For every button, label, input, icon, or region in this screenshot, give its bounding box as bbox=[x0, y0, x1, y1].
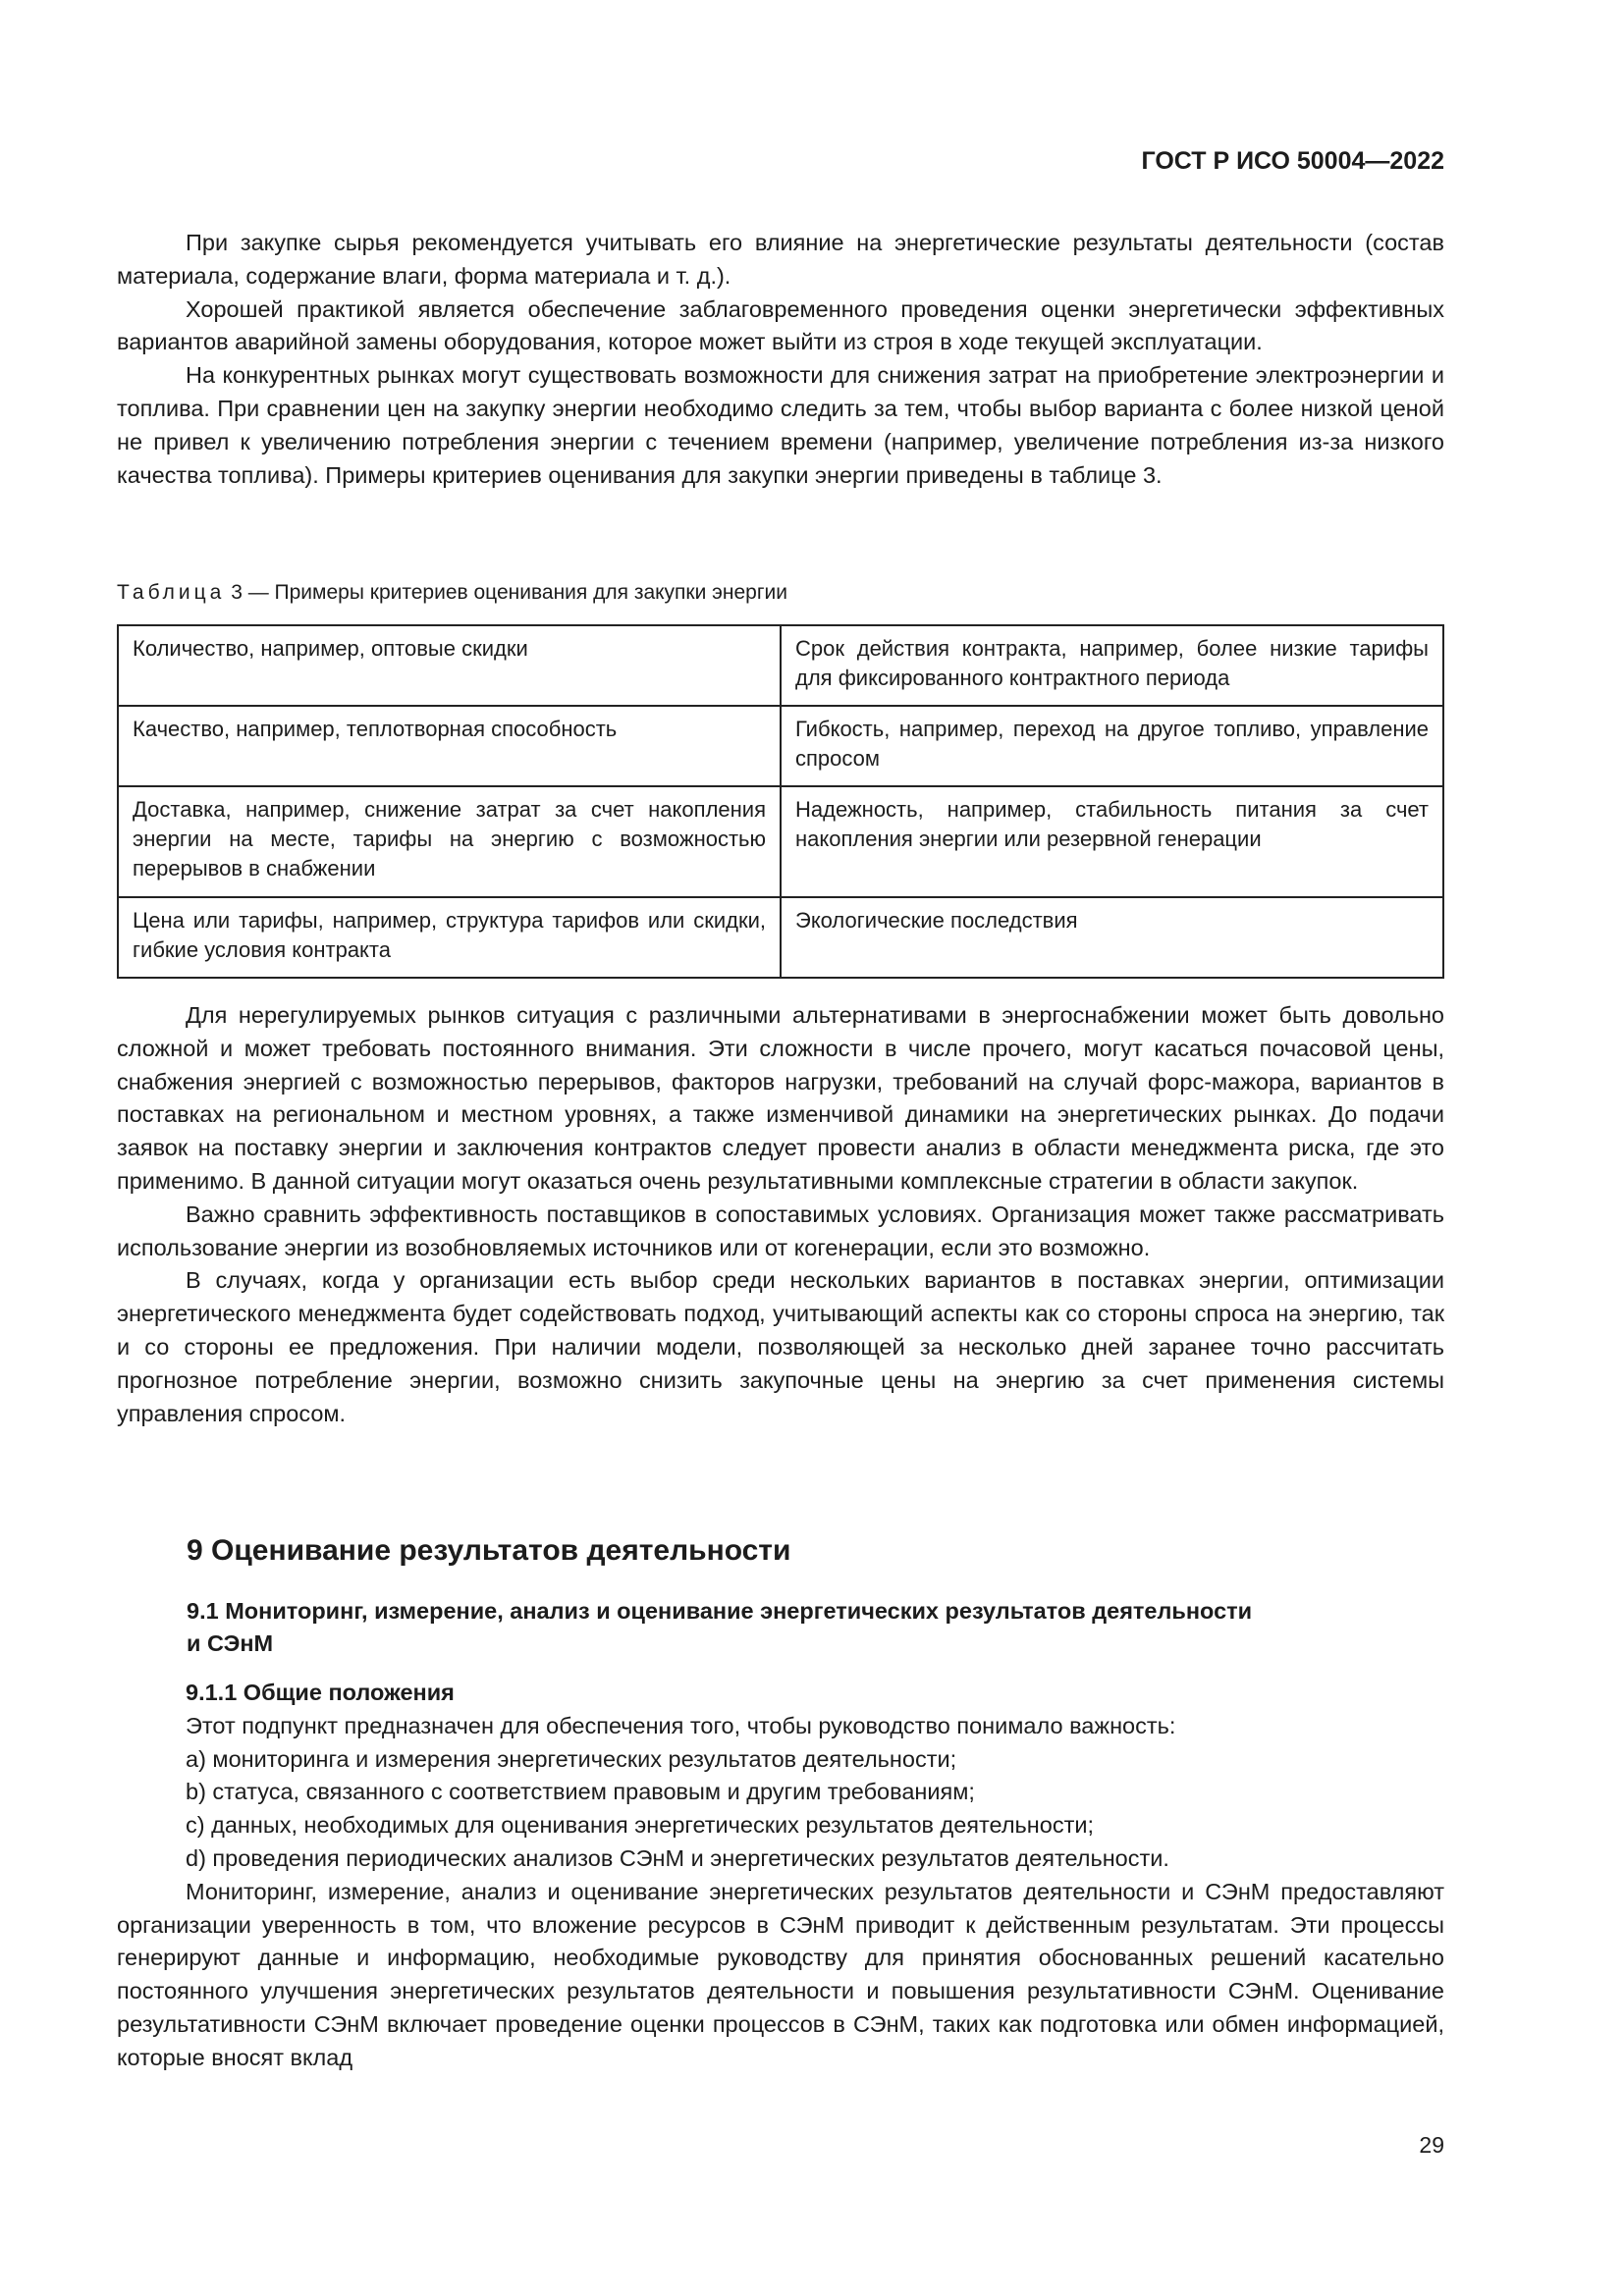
paragraph: При закупке сырья рекомендуется учитывать его влияние на энергетические результаты деятельности (состав материала, содержание влаги, форма материала и т. д.). bbox=[117, 230, 1444, 289]
table-caption-label: Таблица bbox=[117, 581, 226, 604]
table-cell: Гибкость, например, переход на другое топливо, управление спросом bbox=[781, 706, 1443, 786]
paragraph: В случаях, когда у организации есть выбор среди нескольких вариантов в поставках энергии, оптимизации энергетического менеджмента будет содействовать подход, учитывающий аспекты как со стороны спроса на энергию, так и со стороны ее предложения. При наличии модели, позволяющей за несколько дней заранее точно рассчитать прогнозное потребление энергии, возможно снизить закупочные цены на энергию за счет применения системы управления спросом. bbox=[117, 1267, 1444, 1426]
subsection-heading: 9.1 Мониторинг, измерение, анализ и оценивание энергетических результатов деятельности и СЭнМ bbox=[187, 1598, 1253, 1656]
list-item: b) статуса, связанного с соответствием правовым и другим требованиям; bbox=[186, 1779, 975, 1805]
list-item: d) проведения периодических анализов СЭнМ и энергетических результатов деятельности. bbox=[186, 1844, 1169, 1871]
middle-text bbox=[117, 999, 1444, 1430]
document-id-header: ГОСТ Р ИСО 50004—2022 bbox=[1141, 147, 1444, 175]
table-cell: Срок действия контракта, например, более низкие тарифы для фиксированного контрактного периода bbox=[781, 625, 1443, 706]
table-cell: Цена или тарифы, например, структура тарифов или скидки, гибкие условия контракта bbox=[118, 897, 781, 978]
list-item: c) данных, необходимых для оценивания энергетических результатов деятельности; bbox=[186, 1812, 1094, 1839]
table-caption-text: 3 — Примеры критериев оценивания для закупки энергии bbox=[231, 581, 787, 604]
paragraph: Хорошей практикой является обеспечение заблаговременного проведения оценки энергетически эффективных вариантов аварийной замены оборудования, которое может выйти из строя в ходе текущей эксплуатации. bbox=[117, 295, 1444, 355]
paragraph: Мониторинг, измерение, анализ и оценивание энергетических результатов деятельности и СЭнМ предоставляют организации уверенность в том, что вложение ресурсов в СЭнМ приводит к действенным результатам. Эти процессы генерируют данные и информацию, необходимые руководству для принятия обоснованных решений касательно постоянного улучшения энергетических результатов деятельности и повышения результативности СЭнМ. Оценивание результативности СЭнМ включает проведение оценки процессов в СЭнМ, таких как подготовка или обмен информацией, которые вносят вклад bbox=[117, 1878, 1444, 2070]
table-cell: Экологические последствия bbox=[781, 897, 1443, 978]
subsubsection-heading: 9.1.1 Общие положения bbox=[186, 1680, 455, 1705]
table-row bbox=[118, 625, 1443, 706]
paragraph: Этот подпункт предназначен для обеспечения того, чтобы руководство понимало важность: bbox=[186, 1712, 1176, 1738]
table-cell: Качество, например, теплотворная способность bbox=[118, 706, 781, 786]
table-cell: Надежность, например, стабильность питания за счет накопления энергии или резервной генерации bbox=[781, 786, 1443, 897]
section-heading: 9 Оценивание результатов деятельности bbox=[187, 1534, 791, 1567]
table-cell: Количество, например, оптовые скидки bbox=[118, 625, 781, 706]
table-row bbox=[118, 706, 1443, 786]
criteria-table bbox=[117, 624, 1444, 979]
paragraph: Для нерегулируемых рынков ситуация с различными альтернативами в энергоснабжении может быть довольно сложной и может требовать постоянного внимания. Эти сложности в числе прочего, могут касаться почасовой цены, снабжения энергией с возможностью перерывов, факторов нагрузки, требований на случай форс-мажора, вариантов в поставках на региональном и местном уровнях, а также изменчивой динамики на энергетических рынках. До подачи заявок на поставку энергии и заключения контрактов следует провести анализ в области менеджмента риска, где это применимо. В данной ситуации могут оказаться очень результативными комплексные стратегии в области закупок. bbox=[117, 1002, 1444, 1194]
table-row bbox=[118, 897, 1443, 978]
paragraph: Важно сравнить эффективность поставщиков в сопоставимых условиях. Организация может также рассматривать использование энергии из возобновляемых источников или от когенерации, если это возможно. bbox=[117, 1201, 1444, 1260]
paragraph: На конкурентных рынках могут существовать возможности для снижения затрат на приобретение электроэнергии и топлива. При сравнении цен на закупку энергии необходимо следить за тем, чтобы выбор варианта с более низкой ценой не привел к увеличению потребления энергии с течением времени (например, увеличение потребления из-за низкого качества топлива). Примеры критериев оценивания для закупки энергии приведены в таблице 3. bbox=[117, 362, 1444, 488]
table-caption bbox=[117, 581, 787, 605]
list-item: a) мониторинга и измерения энергетических результатов деятельности; bbox=[186, 1745, 957, 1772]
intro-text bbox=[117, 227, 1444, 492]
section-body bbox=[117, 1677, 1444, 2075]
page-number: 29 bbox=[1419, 2132, 1444, 2158]
table-row bbox=[118, 786, 1443, 897]
table-cell: Доставка, например, снижение затрат за счет накопления энергии на месте, тарифы на энергию с возможностью перерывов в снабжении bbox=[118, 786, 781, 897]
